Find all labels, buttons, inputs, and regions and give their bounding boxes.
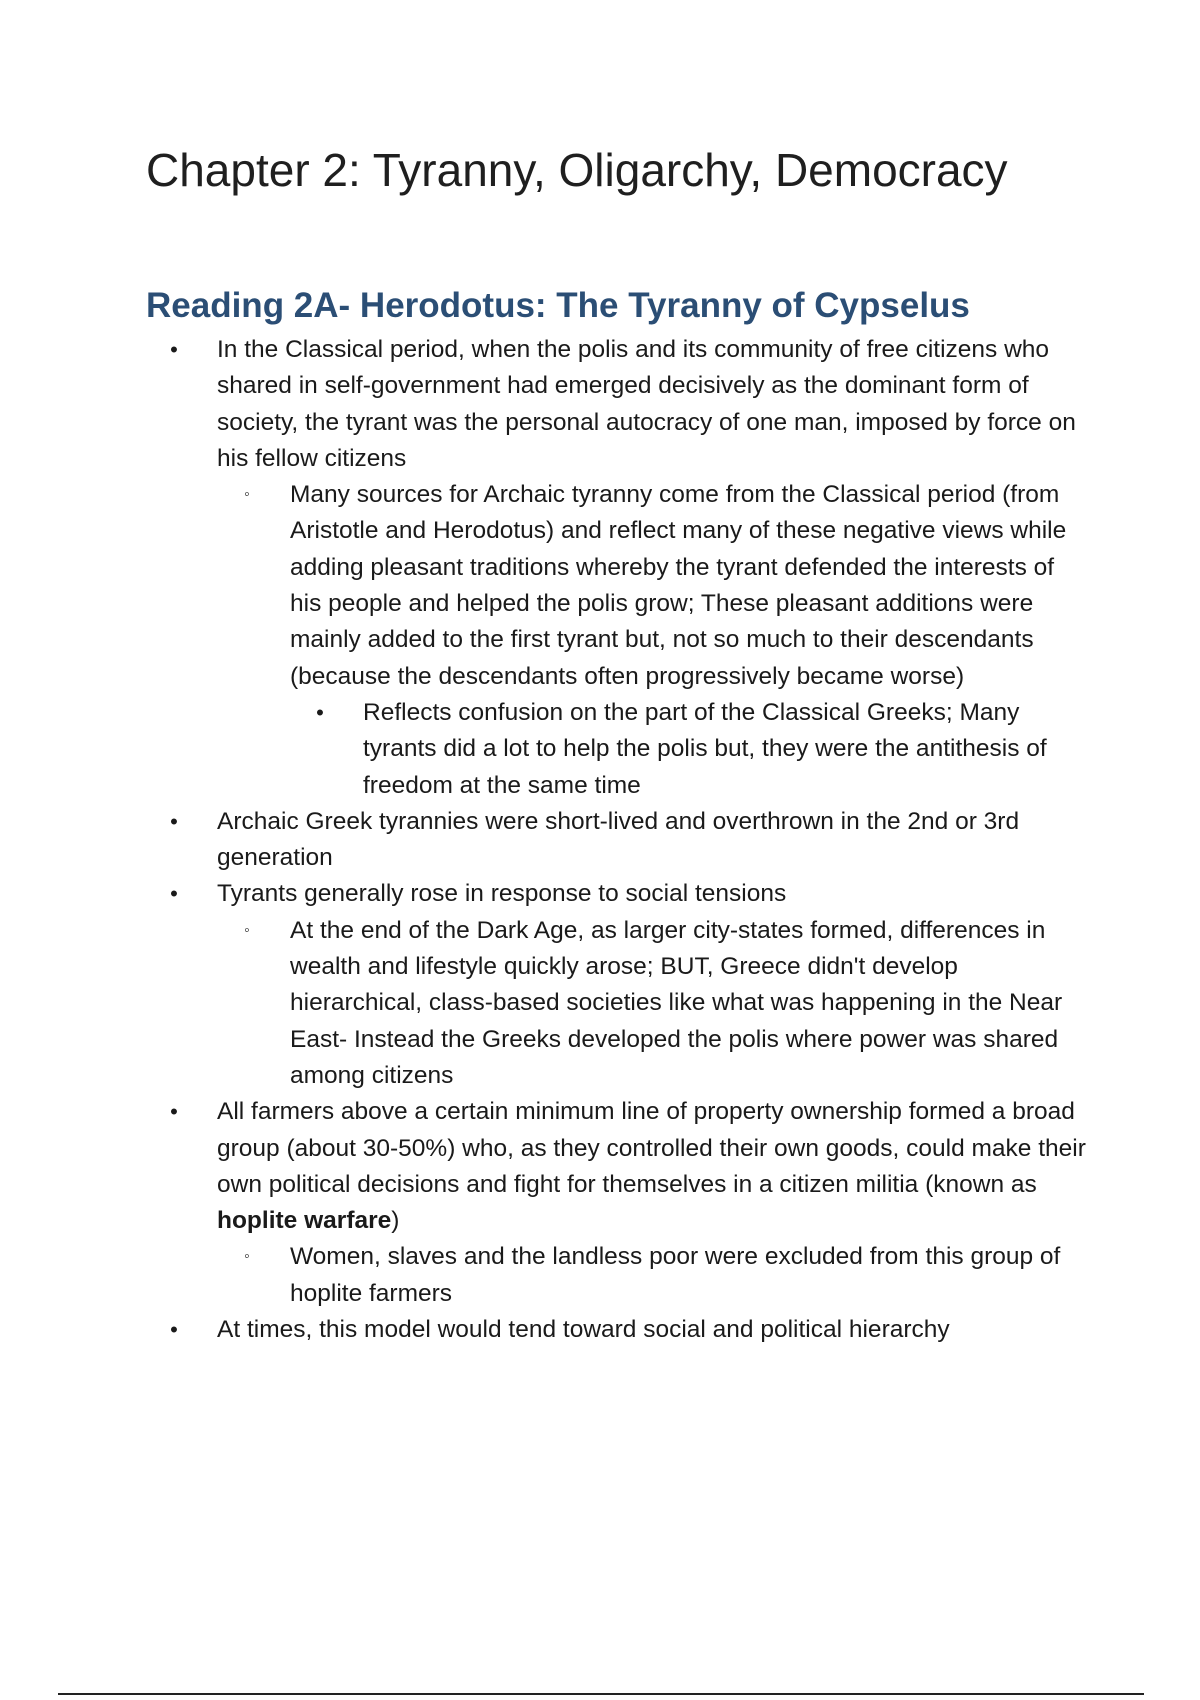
list-item-text: At the end of the Dark Age, as larger city-states formed, differences in wealth and lifestyle quickly arose; BUT, Greece didn't develop hierarchical, class-based societies like what was happening in the Near East- Instead the Greeks developed the polis where power was shared among citizens — [290, 916, 1063, 1089]
list-item — [0, 695, 1200, 804]
list-item-text: Tyrants generally rose in response to social tensions — [217, 880, 787, 908]
bullet-icon: • — [170, 808, 178, 834]
hollow-bullet-icon: ◦ — [244, 486, 250, 504]
list-item — [0, 913, 1200, 1094]
bullet-icon: • — [170, 1317, 178, 1343]
text-run: All farmers above a certain minimum line of property ownership formed a broad group (about 30-50%) who, as they controlled their own goods, could make their own political decisions and fight for themselves in a citizen militia (known as — [217, 1098, 1086, 1198]
list-item — [0, 1094, 1200, 1239]
list-item-text — [217, 1094, 1092, 1239]
bullet-icon: • — [170, 881, 178, 907]
bullet-icon: • — [170, 1099, 178, 1125]
list-item — [0, 1239, 1200, 1312]
bullet-icon: • — [316, 699, 324, 725]
hollow-bullet-icon: ◦ — [244, 1248, 250, 1266]
notes-list — [0, 332, 1200, 1348]
list-item — [0, 477, 1200, 695]
list-item-text: Archaic Greek tyrannies were short-lived and overthrown in the 2nd or 3rd generation — [217, 807, 1020, 872]
list-item — [0, 804, 1200, 877]
list-item — [0, 1312, 1200, 1348]
footer-divider — [58, 1693, 1144, 1695]
section-heading: Reading 2A- Herodotus: The Tyranny of Cypselus — [146, 286, 970, 325]
page-title: Chapter 2: Tyranny, Oligarchy, Democracy — [146, 144, 1008, 196]
list-item — [0, 332, 1200, 477]
hollow-bullet-icon: ◦ — [244, 921, 250, 939]
list-item-text: In the Classical period, when the polis and its community of free citizens who shared in self-government had emerged decisively as the dominant form of society, the tyrant was the personal autocracy of one man, imposed by force on his fellow citizens — [217, 336, 1076, 472]
list-item-text: Reflects confusion on the part of the Classical Greeks; Many tyrants did a lot to help the polis but, they were the antithesis of freedom at the same time — [363, 698, 1047, 799]
list-item-text: Women, slaves and the landless poor were excluded from this group of hoplite farmers — [290, 1243, 1061, 1307]
list-item-text: At times, this model would tend toward social and political hierarchy — [217, 1316, 950, 1344]
bullet-icon: • — [170, 337, 178, 362]
text-run: ) — [391, 1207, 400, 1235]
bold-term: hoplite warfare — [217, 1207, 392, 1235]
list-item-text: Many sources for Archaic tyranny come from the Classical period (from Aristotle and Herodotus) and reflect many of these negative views while adding pleasant traditions whereby the tyrant defended the interests of his people and helped the polis grow; These pleasant additions were mainly added to the first tyrant but, not so much to their descendants (because the descendants often progressively became worse) — [290, 481, 1067, 690]
list-item — [0, 876, 1200, 912]
